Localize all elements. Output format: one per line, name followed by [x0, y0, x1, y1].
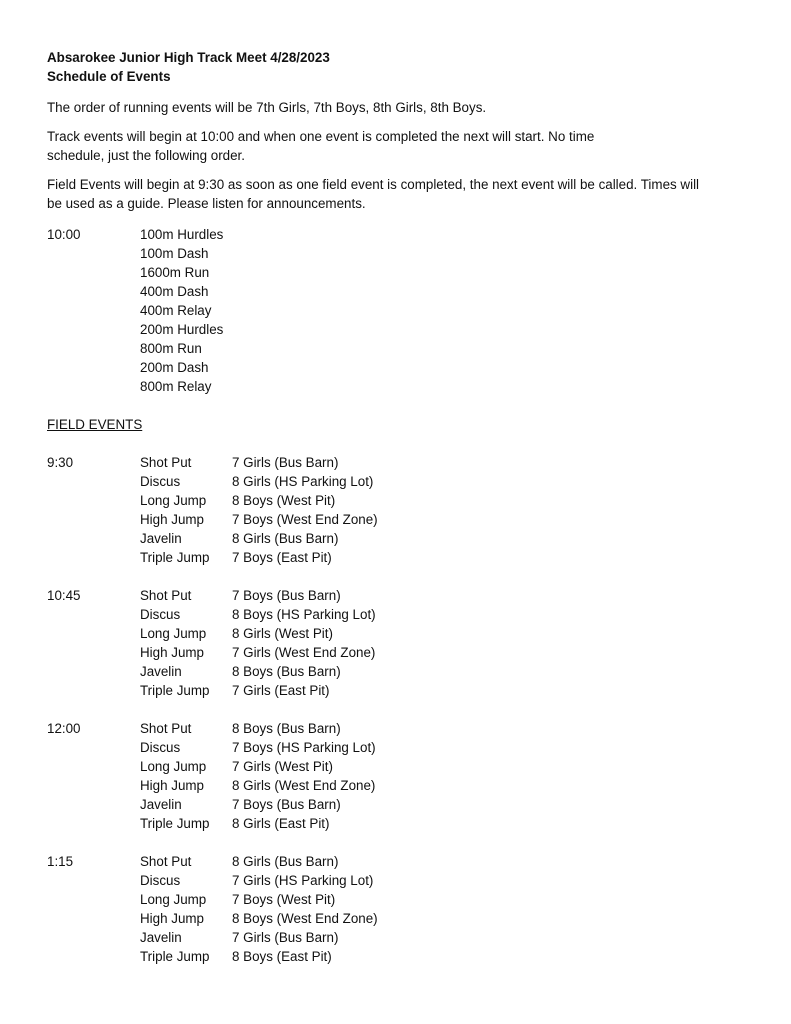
field-location: 7 Girls (West End Zone): [232, 645, 376, 660]
field-location: 7 Girls (West Pit): [232, 759, 333, 774]
field-location: 7 Girls (East Pit): [232, 683, 330, 698]
field-location: 8 Boys (West End Zone): [232, 911, 378, 926]
field-location: 7 Boys (HS Parking Lot): [232, 740, 376, 755]
field-info-line: Field Events will begin at 9:30 as soon as one field event is completed, the next event will be called. Times will: [47, 177, 700, 192]
field-location: 7 Girls (HS Parking Lot): [232, 873, 374, 888]
track-event: 200m Dash: [140, 360, 209, 375]
field-location: 7 Girls (Bus Barn): [232, 455, 339, 470]
field-row: [140, 738, 376, 757]
track-event: 400m Dash: [140, 284, 209, 299]
field-location: 8 Boys (Bus Barn): [232, 721, 341, 736]
field-group-rows: [140, 852, 378, 966]
field-location: 8 Boys (West Pit): [232, 493, 336, 508]
field-row: [140, 928, 378, 947]
field-location: 7 Boys (East Pit): [232, 550, 332, 565]
field-event: Long Jump: [140, 626, 207, 641]
field-row: [140, 643, 376, 662]
field-row: [140, 605, 376, 624]
field-group-time: 1:15: [47, 854, 74, 869]
field-event: Javelin: [140, 664, 182, 679]
field-event: Triple Jump: [140, 550, 210, 565]
field-info-line: be used as a guide. Please listen for announcements.: [47, 196, 366, 211]
document-title: Absarokee Junior High Track Meet 4/28/2023: [47, 50, 330, 65]
track-event: 100m Hurdles: [140, 227, 224, 242]
field-group: [47, 719, 747, 833]
field-group-time: 12:00: [47, 721, 81, 736]
field-row: [140, 795, 376, 814]
field-row: [140, 510, 378, 529]
track-event: 400m Relay: [140, 303, 212, 318]
field-event: Javelin: [140, 797, 182, 812]
field-row: [140, 719, 376, 738]
field-event: Shot Put: [140, 588, 192, 603]
field-info-paragraph: [47, 175, 747, 213]
field-location: 7 Boys (Bus Barn): [232, 588, 341, 603]
document-page: [47, 48, 747, 966]
track-info-line: Track events will begin at 10:00 and when one event is completed the next will start. No time: [47, 129, 595, 144]
field-row: [140, 681, 376, 700]
field-row: [140, 472, 378, 491]
running-order-paragraph: The order of running events will be 7th Girls, 7th Boys, 8th Girls, 8th Boys.: [47, 100, 487, 115]
field-event: Shot Put: [140, 854, 192, 869]
field-group-rows: [140, 719, 376, 833]
field-location: 7 Boys (Bus Barn): [232, 797, 341, 812]
track-start-time: 10:00: [47, 227, 81, 242]
field-group: [47, 852, 747, 966]
field-location: 8 Boys (Bus Barn): [232, 664, 341, 679]
field-event: Discus: [140, 740, 181, 755]
track-event: 800m Relay: [140, 379, 212, 394]
track-event: 200m Hurdles: [140, 322, 224, 337]
field-location: 7 Girls (Bus Barn): [232, 930, 339, 945]
track-info-line: schedule, just the following order.: [47, 148, 246, 163]
field-event: High Jump: [140, 512, 205, 527]
field-event: Discus: [140, 873, 181, 888]
field-location: 8 Girls (Bus Barn): [232, 531, 339, 546]
document-subtitle: Schedule of Events: [47, 69, 171, 84]
field-location: 7 Boys (West Pit): [232, 892, 336, 907]
field-row: [140, 757, 376, 776]
field-location: 7 Boys (West End Zone): [232, 512, 378, 527]
field-event: Triple Jump: [140, 683, 210, 698]
field-event: Long Jump: [140, 493, 207, 508]
field-row: [140, 586, 376, 605]
track-event: 1600m Run: [140, 265, 210, 280]
field-group-rows: [140, 586, 376, 700]
field-row: [140, 529, 378, 548]
field-location: 8 Girls (West Pit): [232, 626, 333, 641]
field-event: Discus: [140, 474, 181, 489]
track-event: 100m Dash: [140, 246, 209, 261]
field-event: High Jump: [140, 645, 205, 660]
field-event: Triple Jump: [140, 816, 210, 831]
field-location: 8 Girls (East Pit): [232, 816, 330, 831]
track-event: 800m Run: [140, 341, 202, 356]
field-event: Discus: [140, 607, 181, 622]
field-row: [140, 776, 376, 795]
field-event: Shot Put: [140, 455, 192, 470]
field-event: Long Jump: [140, 759, 207, 774]
field-location: 8 Girls (Bus Barn): [232, 854, 339, 869]
field-row: [140, 909, 378, 928]
field-event: Long Jump: [140, 892, 207, 907]
field-location: 8 Boys (HS Parking Lot): [232, 607, 376, 622]
track-event-list: [140, 225, 223, 396]
field-group-time: 10:45: [47, 588, 81, 603]
field-group: [47, 586, 747, 700]
field-row: [140, 890, 378, 909]
field-row: [140, 453, 378, 472]
track-schedule: [47, 225, 747, 396]
field-group-rows: [140, 453, 378, 567]
field-event: High Jump: [140, 911, 205, 926]
field-event: Triple Jump: [140, 949, 210, 964]
field-group: [47, 453, 747, 567]
field-row: [140, 548, 378, 567]
field-event: Shot Put: [140, 721, 192, 736]
field-row: [140, 491, 378, 510]
field-location: 8 Girls (West End Zone): [232, 778, 376, 793]
field-event: Javelin: [140, 930, 182, 945]
field-row: [140, 814, 376, 833]
field-location: 8 Boys (East Pit): [232, 949, 332, 964]
field-row: [140, 852, 378, 871]
field-event: High Jump: [140, 778, 205, 793]
field-row: [140, 871, 378, 890]
field-row: [140, 947, 378, 966]
track-info-paragraph: [47, 127, 747, 165]
field-location: 8 Girls (HS Parking Lot): [232, 474, 374, 489]
field-events-heading: FIELD EVENTS: [47, 417, 143, 432]
field-group-time: 9:30: [47, 455, 74, 470]
field-row: [140, 662, 376, 681]
field-event: Javelin: [140, 531, 182, 546]
field-row: [140, 624, 376, 643]
